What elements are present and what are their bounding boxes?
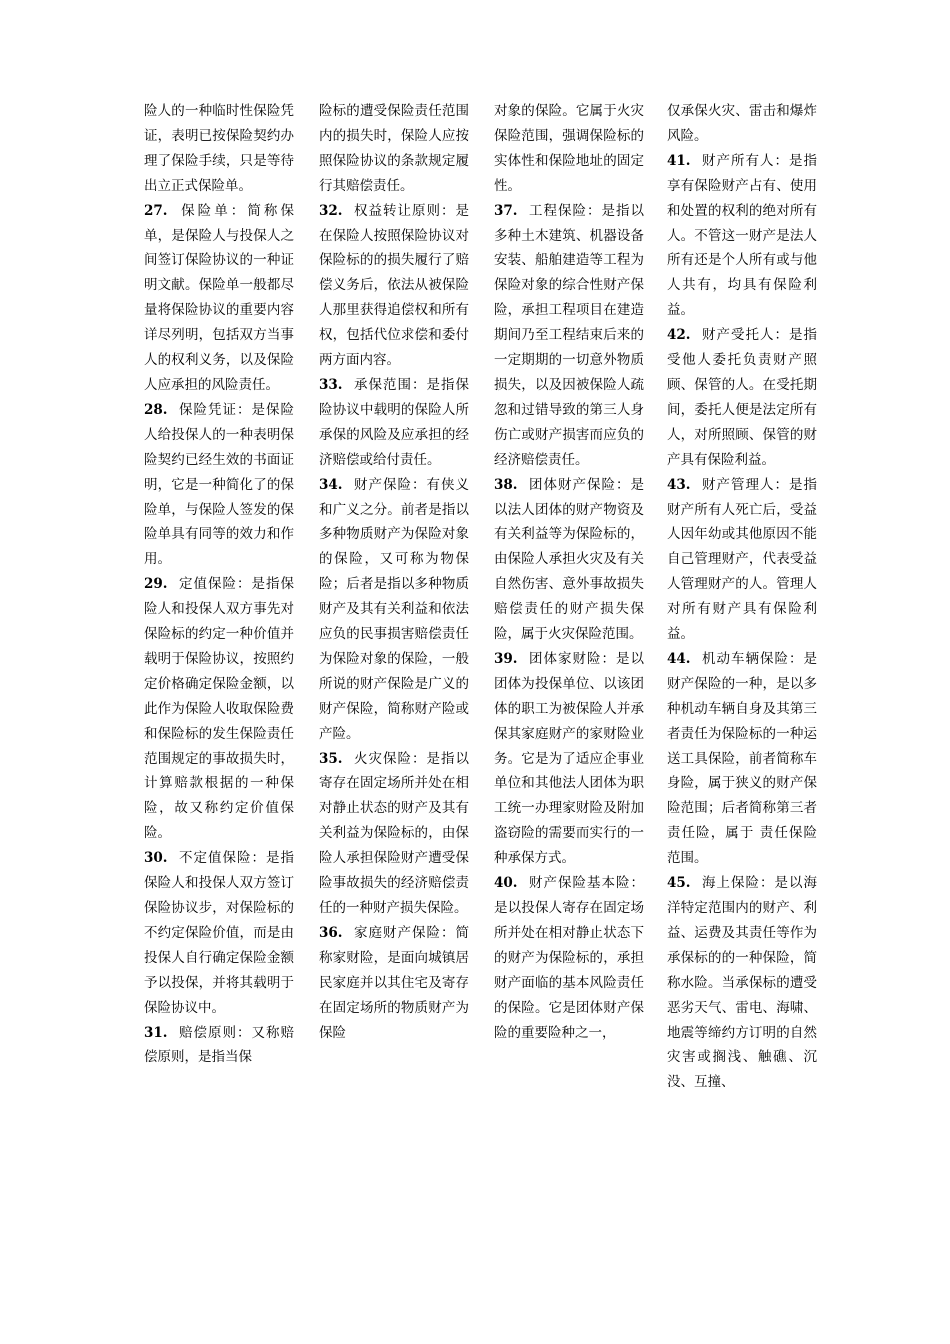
paragraph [319, 747, 469, 921]
item-number: 43. [667, 476, 691, 493]
item-number: 38. [494, 476, 518, 493]
item-number: 29. [144, 576, 168, 593]
paragraph-text: 团体家财险：是以团体为投保单位、以该团体的职工为被保险人并承保其家庭财产的家财险业务。它是为了适应企事业单位和其他法人团体为职工统一办理家财险及附加盗窃险的需要而实行的一种承保方式。 [494, 650, 644, 867]
paragraph-text: 财产管理人：是指财产所有人死亡后，受益人因年幼或其他原因不能自己管理财产，代表受益人管理财产的人。管理人对所有财产具有保险利益。 [667, 476, 817, 643]
paragraph [319, 921, 469, 1046]
paragraph [144, 846, 294, 1020]
item-number: 35. [319, 750, 343, 767]
item-number: 36. [319, 924, 343, 941]
paragraph [144, 572, 294, 846]
paragraph [144, 398, 294, 572]
paragraph [667, 871, 817, 1095]
paragraph-text: 财产所有人：是指享有保险财产占有、使用和处置的权利的绝对所有人。不管这一财产是法人所有还是个人所有或与他人共有，均具有保险利益。 [667, 152, 817, 319]
paragraph [319, 199, 469, 373]
text-column-4 [667, 99, 817, 1095]
paragraph [144, 1021, 294, 1071]
paragraph-text: 权益转让原则：是在保险人按照保险协议对保险标的的损失履行了赔偿义务后，依法从被保险人那里获得追偿权和所有权，包括代位求偿和委付两方面内容。 [319, 202, 469, 369]
paragraph [494, 647, 644, 871]
item-number: 41. [667, 152, 691, 169]
paragraph-text: 赔偿原则：又称赔偿原则，是指当保 [144, 1024, 294, 1066]
paragraph-text: 团体财产保险：是以法人团体的财产物资及有关利益等为保险标的，由保险人承担火灾及有关自然伤害、意外事故损失赔偿责任的财产损失保险，属于火灾保险范围。 [494, 476, 644, 643]
paragraph-text: 火灾保险：是指以寄存在固定场所并处在相对静止状态的财产及其有关利益为保险标的，由保险人承担保险财产遭受保险事故损失的经济赔偿责任的一种财产损失保险。 [319, 750, 469, 916]
paragraph-text: 对象的保险。它属于火灾保险范围，强调保险标的实体性和保险地址的固定性。 [494, 103, 644, 194]
item-number: 30. [144, 850, 168, 867]
paragraph-text: 不定值保险：是指保险人和投保人双方签订保险协议步，对保险标的不约定保险价值，而是由投保人自行确定保险金额予以投保，并将其载明于保险协议中。 [144, 850, 294, 1016]
item-number: 27. [144, 202, 168, 219]
paragraph [319, 473, 469, 747]
paragraph-text: 承保范围：是指保险协议中载明的保险人所承保的风险及应承担的经济赔偿或给付责任。 [319, 376, 469, 468]
paragraph-text: 海上保险：是以海洋特定范围内的财产、利益、运费及其责任等作为承保标的的一种保险，简称水险。当承保标的遭受恶劣天气、雷电、海啸、地震等缔约方订明的自然灾害或搁浅、触礁、沉没、互撞、 [667, 875, 817, 1091]
item-number: 39. [494, 650, 518, 667]
paragraph [667, 149, 817, 323]
paragraph [494, 199, 644, 473]
item-number: 33. [319, 376, 343, 393]
paragraph-text: 财产保险基本险：是以投保人寄存在固定场所并处在相对静止状态下的财产为保险标的，承担财产面临的基本风险责任的保险。它是团体财产保险的重要险种之一， [494, 875, 644, 1041]
paragraph [144, 199, 294, 398]
paragraph-text: 财产受托人：是指受他人委托负责财产照顾、保管的人。在受托期间，委托人便是法定所有人，对所照顾、保管的财产具有保险利益。 [667, 327, 817, 468]
paragraph-text: 财产保险：有侠义和广义之分。前者是指以多种物质财产为保险对象的保险，又可称为物保险；后者是指以多种物质财产及其有关利益和依法应负的民事损害赔偿责任为保险对象的保险，一般所说的财产保险是广义的财产保险，简称财产险或产险。 [319, 476, 469, 742]
paragraph [494, 473, 644, 647]
text-column-1 [144, 99, 294, 1070]
paragraph-text: 保险单：简称保单，是保险人与投保人之间签订保险协议的一种证明文献。保险单一般都尽量将保险协议的重要内容详尽列明，包括双方当事人的权利义务，以及保险人应承担的风险责任。 [144, 202, 294, 393]
item-number: 31. [144, 1024, 168, 1041]
item-number: 34. [319, 476, 343, 493]
paragraph [667, 473, 817, 647]
item-number: 45. [667, 875, 691, 892]
item-number: 28. [144, 401, 168, 418]
paragraph-text: 定值保险：是指保险人和投保人双方事先对保险标的约定一种价值并载明于保险协议，按照约定价格确定保险金额，以此作为保险人收取保险费和保险标的发生保险责任范围规定的事故损失时，计算赔款根据的一种保险，故又称约定价值保险。 [144, 576, 294, 842]
paragraph [667, 647, 817, 871]
paragraph-text: 工程保险：是指以多种土木建筑、机器设备安装、船舶建造等工程为保险对象的综合性财产保险，承担工程项目在建造期间乃至工程结束后来的一定期期的一切意外物质损失，以及因被保险人疏忽和过错导致的第三人身伤亡或财产损害而应负的经济赔偿责任。 [494, 202, 644, 468]
paragraph-text: 家庭财产保险：简称家财险，是面向城镇居民家庭并以其住宅及寄存在固定场所的物质财产为保险 [319, 924, 469, 1041]
paragraph [319, 99, 469, 199]
paragraph-text: 机动车辆保险：是财产保险的一种，是以多种机动车辆自身及其第三者责任为保险标的一种运送工具保险，前者简称车身险，属于狭义的财产保险范围；后者简称第三者责任险，属于 责任保险范围。 [667, 650, 817, 867]
paragraph-text: 保险凭证：是保险人给投保人的一种表明保险契约已经生效的书面证明，它是一种简化了的保险单，与保险人签发的保险单具有同等的效力和作用。 [144, 401, 294, 568]
paragraph [144, 99, 294, 199]
item-number: 40. [494, 875, 518, 892]
text-column-2 [319, 99, 469, 1045]
paragraph [494, 99, 644, 199]
item-number: 44. [667, 650, 691, 667]
paragraph [494, 871, 644, 1045]
paragraph-text: 险人的一种临时性保险凭证，表明已按保险契约办理了保险手续，只是等待出立正式保险单。 [144, 103, 294, 194]
paragraph [319, 373, 469, 473]
paragraph-text: 险标的遭受保险责任范围内的损失时，保险人应按照保险协议的条款规定履行其赔偿责任。 [319, 103, 469, 194]
item-number: 42. [667, 327, 691, 344]
text-column-3 [494, 99, 644, 1045]
paragraph [667, 99, 817, 149]
paragraph-text: 仅承保火灾、雷击和爆炸风险。 [667, 103, 817, 144]
item-number: 37. [494, 202, 518, 219]
item-number: 32. [319, 202, 343, 219]
paragraph [667, 323, 817, 472]
